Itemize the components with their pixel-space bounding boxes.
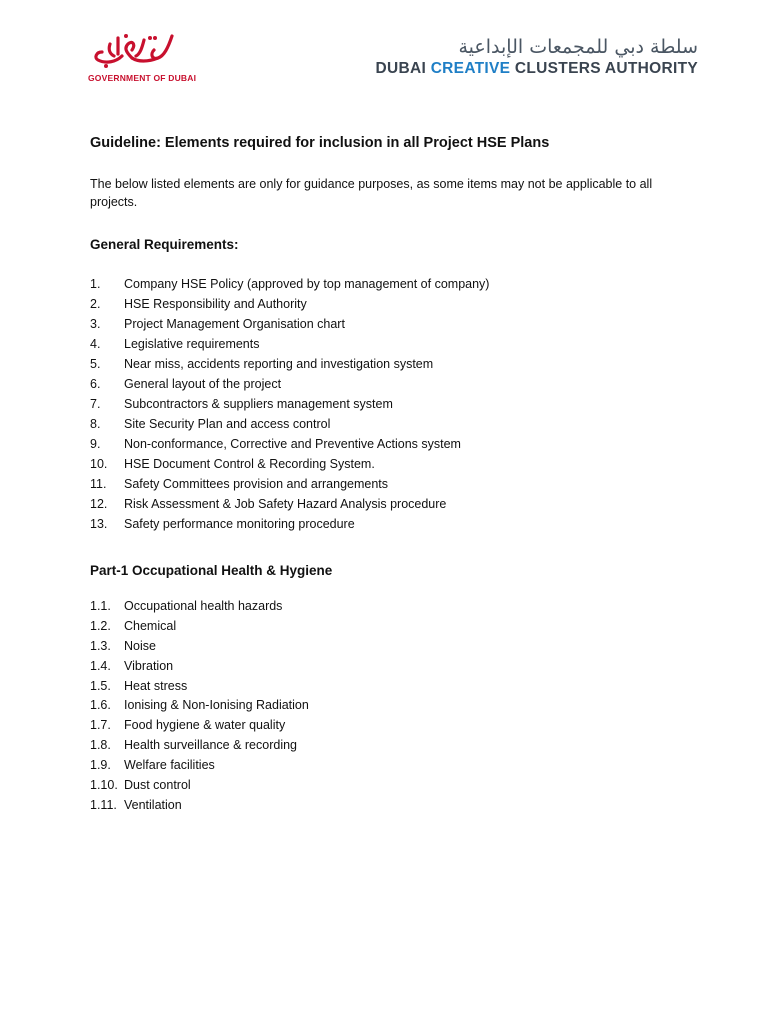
list-item — [90, 294, 690, 314]
list-item-number: 13. — [90, 517, 108, 531]
list-item-number: 1.1. — [90, 599, 111, 613]
list-item — [90, 776, 690, 796]
list-item-number: 1.7. — [90, 718, 111, 733]
list-item-text: Food hygiene & water quality — [124, 718, 286, 733]
dcca-english-part2: CLUSTERS AUTHORITY — [510, 60, 698, 77]
dcca-english-part1: DUBAI — [375, 60, 431, 77]
list-item-number: 1.3. — [90, 638, 111, 653]
list-item-text: Vibration — [124, 658, 174, 673]
list-item-text: Welfare facilities — [124, 758, 215, 773]
dcca-logo — [376, 36, 699, 78]
part1-heading: Part-1 Occupational Health & Hygiene — [90, 563, 333, 578]
dcca-arabic-name: سلطة دبي للمجمعات الإبداعية — [458, 36, 698, 58]
list-item-number: 1.10. — [90, 778, 118, 793]
list-item-number: 11. — [90, 477, 107, 491]
list-item-number: 1.8. — [90, 738, 111, 753]
list-item — [90, 736, 690, 756]
list-item-text: Ventilation — [124, 797, 182, 812]
list-item — [90, 434, 690, 454]
list-item-text: Chemical — [124, 618, 177, 633]
list-item-number: 1.11. — [90, 797, 117, 812]
list-item-number: 5. — [90, 357, 101, 371]
dcca-english-name — [376, 60, 699, 78]
list-item-number: 1.9. — [90, 758, 111, 773]
list-item-number: 3. — [90, 317, 101, 331]
list-item — [90, 274, 690, 294]
list-item-text: Project Management Organisation chart — [124, 317, 345, 331]
list-item-number: 10. — [90, 457, 108, 471]
list-item-text: Site Security Plan and access control — [124, 417, 331, 431]
dcca-english-accent: CREATIVE — [430, 60, 511, 77]
list-item-text: Legislative requirements — [124, 337, 260, 351]
list-item-text: Health surveillance & recording — [124, 738, 298, 753]
list-item — [90, 756, 690, 776]
list-item-text: Dust control — [124, 778, 191, 793]
list-item-number: 4. — [90, 337, 101, 351]
list-item — [90, 354, 690, 374]
list-item — [90, 474, 690, 494]
list-item — [90, 514, 690, 534]
list-item — [90, 597, 690, 617]
list-item-number: 12. — [90, 497, 108, 511]
list-item-text: Company HSE Policy (approved by top management of company) — [124, 277, 490, 291]
list-item — [90, 414, 690, 434]
government-of-dubai-caption: GOVERNMENT OF DUBAI — [88, 73, 197, 83]
list-item-text: Near miss, accidents reporting and investigation system — [124, 357, 434, 371]
part1-list — [90, 597, 690, 816]
list-item-number: 1.2. — [90, 618, 111, 633]
general-requirements-heading: General Requirements: — [90, 237, 239, 252]
list-item-text: Non-conformance, Corrective and Preventive Actions system — [124, 437, 461, 451]
list-item-text: Noise — [124, 638, 156, 653]
list-item — [90, 494, 690, 514]
list-item-number: 7. — [90, 397, 101, 411]
list-item-text: Safety Committees provision and arrangements — [124, 477, 389, 491]
list-item — [90, 454, 690, 474]
list-item-number: 1.5. — [90, 678, 111, 693]
list-item — [90, 617, 690, 637]
list-item — [90, 314, 690, 334]
document-body — [90, 133, 690, 816]
list-item-text: HSE Responsibility and Authority — [124, 297, 307, 311]
document-title: Guideline: Elements required for inclusion in all Project HSE Plans — [90, 135, 550, 151]
list-item-number: 2. — [90, 297, 101, 311]
list-item-text: Ionising & Non-Ionising Radiation — [124, 698, 309, 713]
dubai-calligraphy-logo-icon — [88, 26, 178, 74]
list-item-number: 8. — [90, 417, 101, 431]
list-item-text: Risk Assessment & Job Safety Hazard Analysis procedure — [124, 497, 447, 511]
list-item-text: Heat stress — [124, 678, 188, 693]
list-item-number: 9. — [90, 437, 101, 451]
list-item-text: Safety performance monitoring procedure — [124, 517, 355, 531]
document-intro: The below listed elements are only for guidance purposes, as some items may not be applicable to all projects. — [90, 177, 653, 209]
list-item-text: Occupational health hazards — [124, 599, 283, 613]
list-item — [90, 657, 690, 677]
list-item — [90, 394, 690, 414]
list-item-text: General layout of the project — [124, 377, 282, 391]
list-item-text: HSE Document Control & Recording System. — [124, 457, 375, 471]
list-item — [90, 677, 690, 697]
list-item-number: 6. — [90, 377, 101, 391]
list-item — [90, 334, 690, 354]
list-item-number: 1.6. — [90, 698, 111, 713]
list-item-number: 1. — [90, 277, 101, 291]
list-item — [90, 716, 690, 736]
list-item — [90, 696, 690, 716]
list-item-text: Subcontractors & suppliers management system — [124, 397, 393, 411]
list-item-number: 1.4. — [90, 658, 111, 673]
list-item — [90, 796, 690, 816]
list-item — [90, 637, 690, 657]
general-requirements-list — [90, 274, 690, 534]
list-item — [90, 374, 690, 394]
